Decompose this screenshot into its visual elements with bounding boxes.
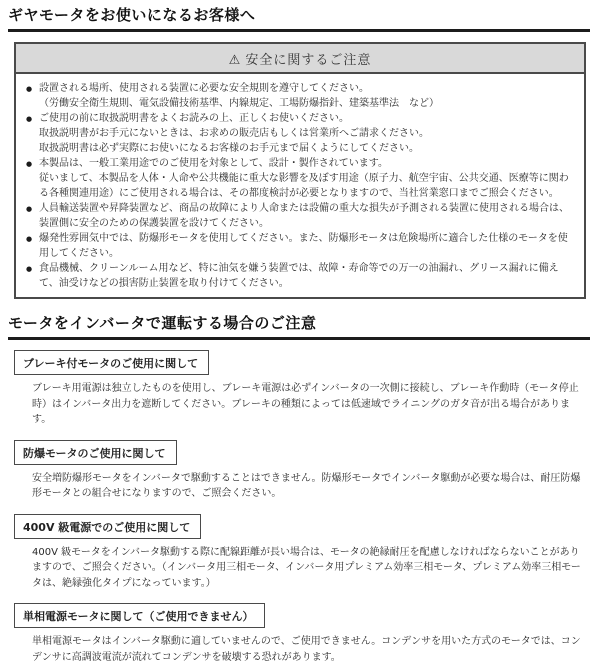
bullet-line: ● 食品機械、クリーンルーム用など、特に油気を嫌う装置では、故障・寿命等での万一の油漏れ、グリース漏れに備えて、油受けなどの損害防止装置を取り付けてください。 [39,263,559,289]
bullet-line: 取扱説明書は必ず実際にお使いになるお客様のお手元まで届くようにしてください。 [39,143,419,154]
safety-bullet-item [26,156,576,201]
page-title-block [8,4,590,32]
bullet-line: ● ご使用の前に取扱説明書をよくお読みの上、正しくお使いください。 [39,113,349,124]
safety-bullet-item [26,81,576,111]
safety-notice-box [14,42,586,299]
subsection-single-phase [8,593,590,665]
subsection-heading-single-phase: 単相電源モータに関して（ご使用できません） [14,603,265,628]
subsection-brake [8,340,590,428]
safety-notice-title: 安全に関するご注意 [245,53,372,68]
warning-triangle-icon: ⚠ [228,53,242,68]
subsection-heading-brake: ブレーキ付モータのご使用に関して [14,350,209,375]
subsection-400v [8,504,590,592]
safety-bullet-item [26,261,576,291]
bullet-line: 取扱説明書がお手元にないときは、お求めの販売店もしくは営業所へご請求ください。 [39,128,429,139]
safety-bullet-item [26,201,576,231]
safety-notice-content [16,74,584,297]
bullet-line: （労働安全衛生規則、電気設備技術基準、内線規定、工場防爆指針、建築基準法 など） [39,98,439,109]
subsection-explosion-proof [8,430,590,502]
subsection-heading-explosion-proof: 防爆モータのご使用に関して [14,440,177,465]
bullet-line: ● 本製品は、一般工業用途でのご使用を対象として、設計・製作されています。 [39,158,388,169]
subsection-body-400v: 400V 級モータをインバータ駆動する際に配線距離が長い場合は、モータの絶縁耐圧を配慮しなければならないことがありますので、ご照会ください。（インバータ用三相モータ、インバータ用プレミアム効率三相モータ、プレミアム効率三相モータは、絶縁強化タイプになっています。） [32,546,581,589]
safety-bullet-list [26,81,576,291]
safety-bullet-item [26,231,576,261]
safety-bullet-item [26,111,576,156]
bullet-line: ● 設置される場所、使用される装置に必要な安全規則を遵守してください。 [39,83,369,94]
subsection-body-single-phase: 単相電源モータはインバータ駆動に適していませんので、ご使用できません。コンデンサを用いた方式のモータでは、コンデンサに高調波電流が流れてコンデンサを破壊する恐れがあります。 [32,636,581,663]
subsection-body-brake: ブレーキ用電源は独立したものを使用し、ブレーキ電源は必ずインバータの一次側に接続し、ブレーキ作動時（モータ停止時）はインバータ出力を遮断してください。ブレーキの種類によっては低速域でライニングのガタ音が出る場合があります。 [32,383,579,425]
section2-title: モータをインバータで運転する場合のご注意 [8,314,317,332]
safety-notice-header [16,44,584,74]
bullet-line: ● 爆発性雰囲気中では、防爆形モータを使用してください。また、防爆形モータは危険場所に適合した仕様のモータを使用してください。 [39,233,568,259]
page-title: ギヤモータをお使いになるお客様へ [8,6,256,24]
bullet-line: ● 人員輸送装置や昇降装置など、商品の故障により人命または設備の重大な損失が予測される装置に使用される場合は、装置側に安全のための保護装置を設けてください。 [39,203,569,229]
subsection-body-explosion-proof: 安全増防爆形モータをインバータで駆動することはできません。防爆形モータでインバータ駆動が必要な場合は、耐圧防爆形モータとの組合せになりますので、ご照会ください。 [32,472,581,499]
subsection-heading-400v: 400V 級電源でのご使用に関して [14,514,201,539]
bullet-line: 従いまして、本製品を人体・人命や公共機能に重大な影響を及ぼす用途（原子力、航空宇宙、公共交通、医療等に関わる各種関連用途）にご使用される場合は、その都度検討が必要となりますので、当社営業窓口までご照会ください。 [39,173,569,199]
section2-title-block [8,312,590,340]
